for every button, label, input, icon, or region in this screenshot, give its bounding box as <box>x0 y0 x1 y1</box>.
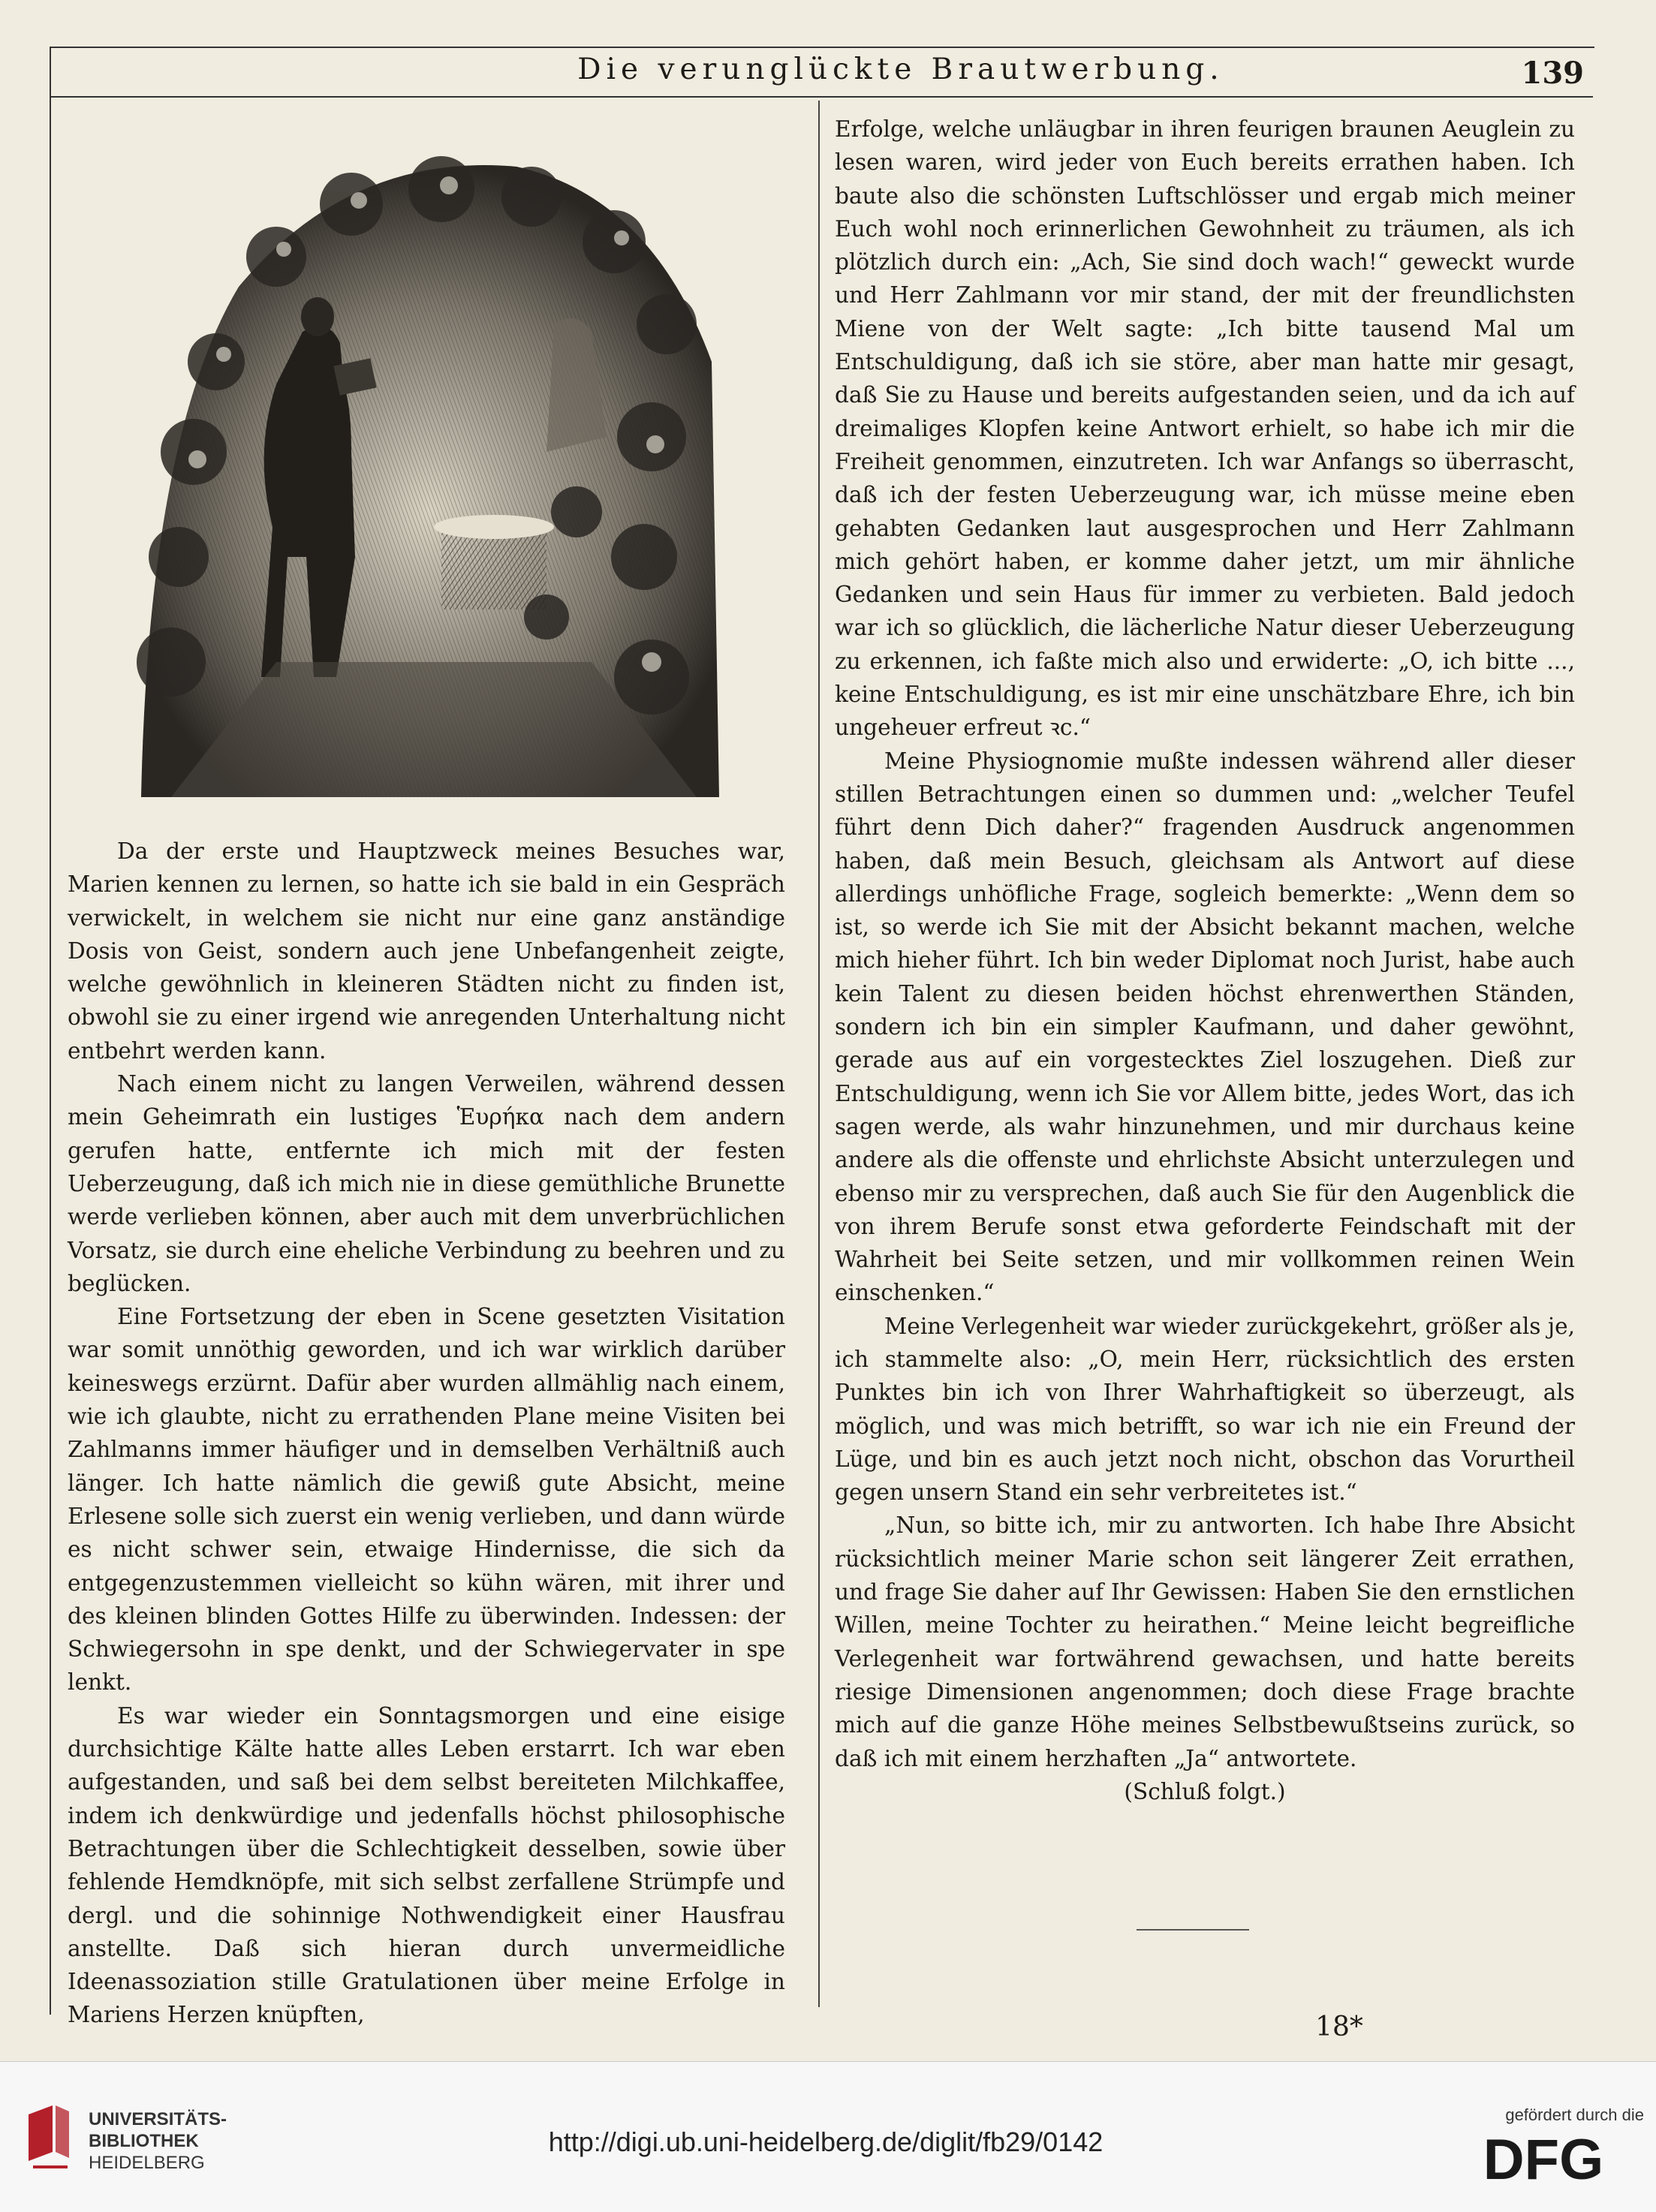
dfg-logo-icon <box>1468 2129 1618 2186</box>
dfg-logo-text: DFG <box>1483 2129 1604 2186</box>
library-name-line: UNIVERSITÄTS- <box>89 2109 227 2129</box>
paragraph: Da der erste und Hauptzweck meines Besuches war, Marien kennen zu lernen, so hatte ich sie bald in ein Gespräch verwickelt, in welchem sie nicht nur eine ganz anständige Dosis von Geist, sondern auch jene Unbefangenheit zeigte, welche gewöhnlich in kleineren Städten nicht zu finden ist, obwohl sie zu einer irgend wie anregenden Unterhaltung nicht entbehrt werden kann. <box>68 838 785 1064</box>
end-separator-rule <box>1137 1929 1249 1931</box>
running-title: Die verunglückte Brautwerbung. <box>577 53 1224 86</box>
paragraph: Erfolge, welche unläugbar in ihren feurigen braunen Aeuglein zu lesen waren, wird jeder von Euch bereits errathen haben. Ich baute also die schönsten Luftschlösser und ergab mich meiner Euch wohl noch erinnerlichen Gewohnheit zu träumen, als ich plötzlich durch ein: „Ach, Sie sind doch wach!“ geweckt wurde und Herr Zahlmann vor mir stand, der mit der freundlichsten Miene von der Welt sagte: „Ich bitte tausend Mal um Entschuldigung, daß ich sie störe, aber man hatte mir gesagt, daß Sie zu Hause und bereits aufgestanden seien, und da ich auf dreimaliges Klopfen keine Antwort erhielt, so habe ich mir die Freiheit genommen, einzutreten. Ich war Anfangs so überrascht, daß ich der festen Ueberzeugung war, ich müsse meine eben gehabten Gedanken laut ausgesprochen und Herr Zahlmann mich gehört haben, er komme daher jetzt, um mir ähnliche Gedanken und sein Haus für immer zu verbieten. Bald jedoch war ich so glücklich, die lächerliche Natur dieser Ueberzeugung zu erkennen, ich faßte mich also und erwiderte: „O, ich bitte ..., keine Entschuldigung, es ist mir eine unschätzbare Ehre, ich bin ungeheuer erfreut ꝛc.“ <box>835 116 1575 741</box>
permalink-url[interactable]: http://digi.ub.uni-heidelberg.de/diglit/fb29/0142 <box>548 2126 1103 2157</box>
column-divider <box>818 101 820 2007</box>
library-logo-icon <box>23 2099 75 2174</box>
paragraph: Meine Physiognomie mußte indessen während aller dieser stillen Betrachtungen einen so dummen und: „welcher Teufel führt denn Dich daher?“ fragenden Ausdruck angenommen haben, daß mein Besuch, gleichsam als Antwort auf diese allerdings unhöfliche Frage, sogleich bemerkte: „Wenn dem so ist, so werde ich Sie mit der Absicht bekannt machen, welche mich hieher führt. Ich bin weder Diplomat noch Jurist, habe auch kein Talent zu diesen beiden höchst ehrenwerthen Ständen, sondern ich bin ein simpler Kaufmann, und daher gewöhnt, gerade aus auf ein vorgestecktes Ziel loszugehen. Dieß zur Entschuldigung, wenn ich Sie vor Allem bitte, jedes Wort, das ich sagen werde, als wahr hinzunehmen, und mir durchaus keine andere als die offenste und ehrlichste Absicht unterzulegen und ebenso mir zu versprechen, daß auch Sie für den Augenblick die von ihrem Berufe sonst etwa geforderte Feindschaft mit der Wahrheit bei Seite setzen, und mir vollkommen reinen Wein einschenken.“ <box>835 748 1575 1306</box>
continuation-note: (Schluß folgt.) <box>1124 1778 1286 1804</box>
viewer-footer <box>0 2061 1656 2212</box>
paragraph: Es war wieder ein Sonntagsmorgen und eine eisige durchsichtige Kälte hatte alles Leben erstarrt. Ich war eben aufgestanden, und saß bei dem selbst bereiteten Milchkaffee, indem ich denkwürdige und jedenfalls höchst philosophische Betrachtungen über die Schlechtigkeit desselben, sowie über fehlende Hemdknöpfe, mit sich selbst zerfallene Strümpfe und dergl. und die sohinnige Nothwendigkeit einer Hausfrau anstellte. Daß sich hieran durch unvermeidliche Ideenassoziation stille Gratulationen über meine Erfolge in Mariens Herzen knüpften, <box>68 1702 785 2028</box>
funded-by-label: gefördert durch die <box>1505 2105 1644 2124</box>
library-name-line: BIBLIOTHEK <box>89 2131 199 2151</box>
paragraph: „Nun, so bitte ich, mir zu antworten. Ich habe Ihre Absicht rücksichtlich meiner Marie schon seit längerer Zeit errathen, und frage Sie daher auf Ihr Gewissen: Haben Sie den ernstlichen Willen, meine Tochter zu heirathen.“ Meine leicht begreifliche Verlegenheit war fortwährend gewachsen, und hatte bereits riesige Dimensionen angenommen; doch diese Frage brachte mich auf die ganze Höhe meines Selbstbewußtseins zurück, so daß ich mit einem herzhaften „Ja“ antwortete. <box>835 1512 1575 1771</box>
paragraph: Nach einem nicht zu langen Verweilen, während dessen mein Geheimrath ein lustiges Ἑυρήκα nach dem andern gerufen hatte, entfernte ich mich mit der festen Ueberzeugung, daß ich mich nie in diese gemüthliche Brunette werde verlieben können, aber auch mit dem unverbrüchlichen Vorsatz, sie durch eine eheliche Verbindung zu beehren und zu beglücken. <box>68 1071 785 1296</box>
engraving-illustration <box>126 137 727 812</box>
paragraph: Meine Verlegenheit war wieder zurückgekehrt, größer als je, ich stammelte also: „O, mein Herr, rücksichtlich des ersten Punktes bin ich von Ihrer Wahrhaftigkeit so überzeugt, als möglich, und was mich betrifft, so war ich nie ein Freund der Lüge, und bin es auch jetzt noch nicht, obschon das Vorurtheil gegen unsern Stand ein sehr verbreitetes ist.“ <box>835 1313 1575 1506</box>
signature-mark: 18* <box>1315 2012 1363 2042</box>
paragraph: Eine Fortsetzung der eben in Scene gesetzten Visitation war somit unnöthig geworden, und ich war wirklich darüber keineswegs erzürnt. Dafür aber wurden allmählig nach einem, wie ich glaubte, nicht zu errathenden Plane meine Visiten bei Zahlmanns immer häufiger und in demselben Verhältniß auch länger. Ich hatte nämlich die gewiß gute Absicht, meine Erlesene solle sich zuerst ein wenig verlieben, und dann würde es nicht schwer sein, etwaige Hindernisse, die sich da entgegenzustemmen vielleicht so kühn wären, mit ihrer und des kleinen blinden Gottes Hilfe zu überwinden. Indessen: der Schwiegersohn in spe denkt, und der Schwiegervater in spe lenkt. <box>68 1304 785 1696</box>
library-name <box>89 2108 227 2174</box>
header-rule <box>51 96 1593 98</box>
right-column <box>835 113 1575 1808</box>
page-number: 139 <box>1521 56 1584 91</box>
library-name-line: HEIDELBERG <box>89 2153 205 2173</box>
left-column <box>68 835 785 2032</box>
